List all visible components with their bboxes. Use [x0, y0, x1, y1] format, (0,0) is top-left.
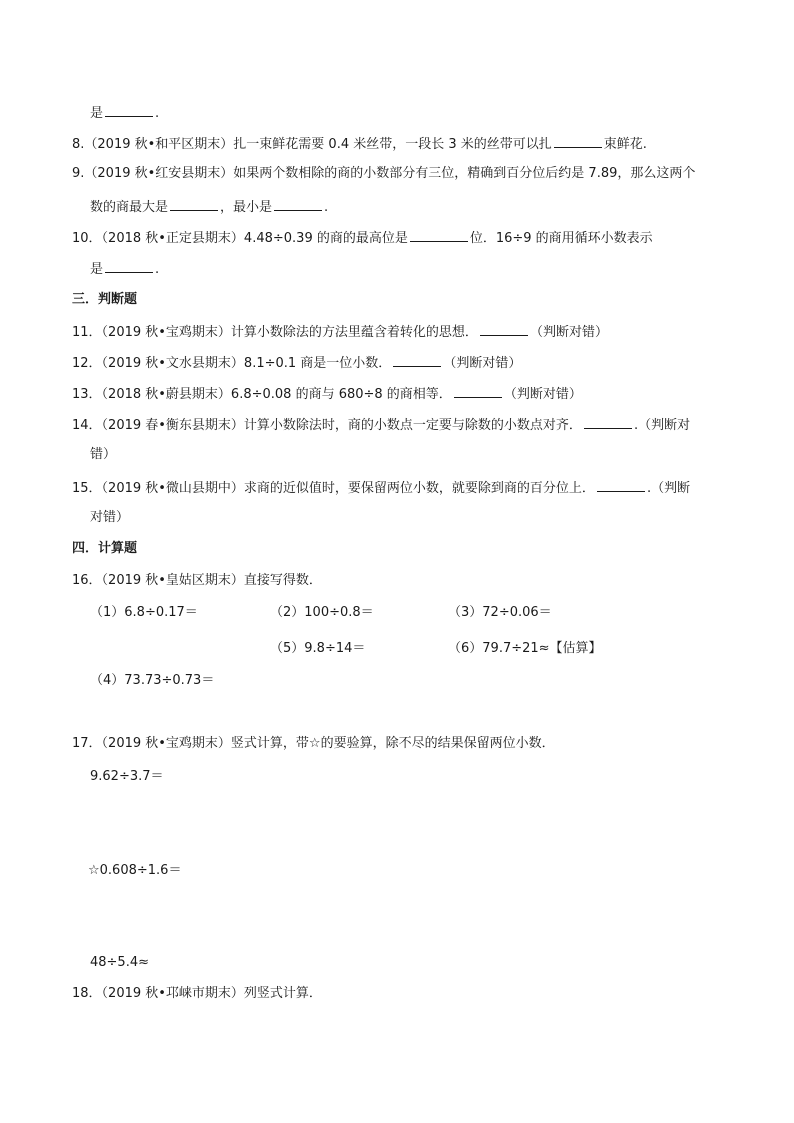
section-title-judgement: 三．判断题	[72, 292, 138, 307]
answer-blank[interactable]	[410, 228, 468, 242]
calc-item: （5）9.8÷14＝	[270, 641, 366, 656]
question-9-line1: 9.（2019 秋•红安县期末）如果两个数相除的商的小数部分有三位，精确到百分位后约是 7.89，那么这两个	[72, 166, 696, 181]
question-9-line2: 数的商最大是 ，最小是 .	[90, 197, 328, 217]
question-15-line2: 对错）	[90, 510, 130, 525]
calc-item: （4）73.73÷0.73＝	[90, 673, 215, 688]
question-17-title: 17．（2019 秋•宝鸡期末）竖式计算，带☆的要验算，除不尽的结果保留两位小数．	[72, 736, 555, 751]
answer-blank[interactable]	[105, 103, 153, 117]
vertical-calc-item: ☆0.608÷1.6＝	[88, 863, 182, 878]
calc-item: （1）6.8÷0.17＝	[90, 605, 198, 620]
calc-item: （3）72÷0.06＝	[448, 605, 552, 620]
answer-blank[interactable]	[170, 197, 218, 211]
answer-blank[interactable]	[597, 478, 645, 492]
answer-blank[interactable]	[584, 415, 632, 429]
question-8: 8.（2019 秋•和平区期末）扎一束鲜花需要 0.4 米丝带，一段长 3 米的丝带可以扎 束鲜花.	[72, 134, 647, 154]
vertical-calc-item: 9.62÷3.7＝	[90, 769, 164, 784]
question-15-line1: 15．（2019 秋•微山县期中）求商的近似值时，要保留两位小数，就要除到商的百分位上． .（判断	[72, 478, 690, 498]
question-14-line1: 14．（2019 春•衡东县期末）计算小数除法时，商的小数点一定要与除数的小数点对齐． .（判断对	[72, 415, 690, 435]
question-18-title: 18．（2019 秋•邛崃市期末）列竖式计算．	[72, 986, 322, 1001]
q7-continuation: 是 .	[90, 103, 159, 123]
question-13: 13．（2018 秋•蔚县期末）6.8÷0.08 的商与 680÷8 的商相等． （判断对错）	[72, 384, 582, 404]
answer-blank[interactable]	[274, 197, 322, 211]
answer-blank[interactable]	[480, 322, 528, 336]
section-title-calculation: 四．计算题	[72, 541, 138, 556]
vertical-calc-item: 48÷5.4≈	[90, 955, 150, 970]
question-11: 11．（2019 秋•宝鸡期末）计算小数除法的方法里蕴含着转化的思想． （判断对错）	[72, 322, 608, 342]
answer-blank[interactable]	[393, 353, 441, 367]
question-14-line2: 错）	[90, 447, 117, 462]
question-16-title: 16．（2019 秋•皇姑区期末）直接写得数．	[72, 573, 322, 588]
answer-blank[interactable]	[554, 134, 602, 148]
calc-item: （6）79.7÷21≈【估算】	[448, 641, 602, 656]
question-12: 12．（2019 秋•文水县期末）8.1÷0.1 商是一位小数． （判断对错）	[72, 353, 521, 373]
answer-blank[interactable]	[454, 384, 502, 398]
question-10-line1: 10．（2018 秋•正定县期末）4.48÷0.39 的商的最高位是 位．16÷9 的商用循环小数表示	[72, 228, 653, 248]
question-10-line2: 是 .	[90, 259, 159, 279]
calc-item: （2）100÷0.8＝	[270, 605, 374, 620]
answer-blank[interactable]	[105, 259, 153, 273]
